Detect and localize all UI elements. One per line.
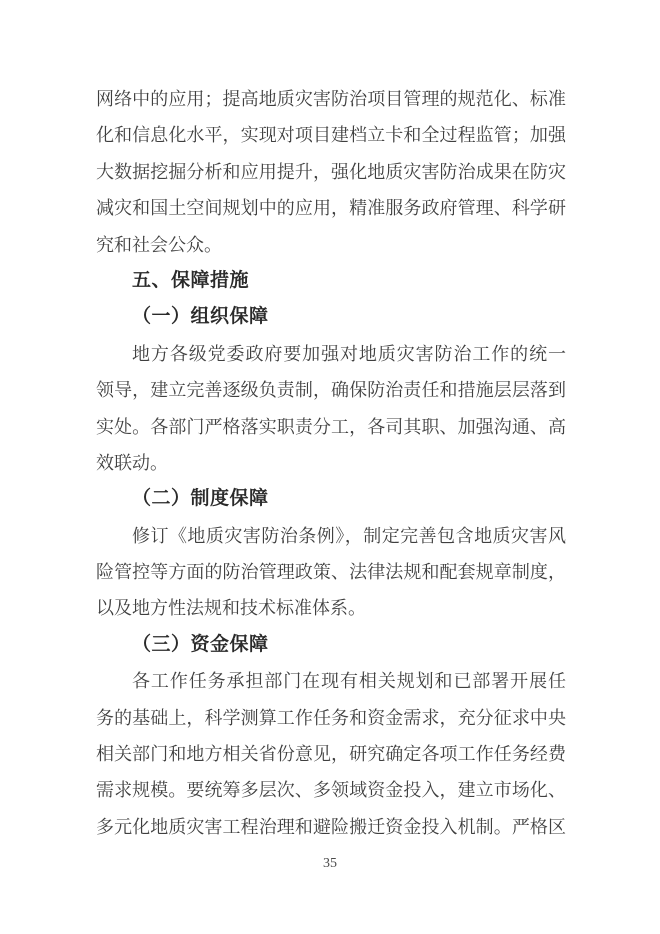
text-line: 务的基础上，科学测算工作任务和资金需求，充分征求中央 — [96, 707, 566, 728]
paragraph — [96, 518, 566, 627]
text-line: 五、保障措施 — [132, 269, 250, 291]
document-body — [96, 81, 566, 845]
text-line: （三）资金保障 — [132, 633, 269, 655]
paragraph — [96, 336, 566, 482]
text-line: （二）制度保障 — [132, 488, 269, 510]
section-heading — [96, 627, 566, 663]
section-heading — [96, 299, 566, 335]
paragraph — [96, 81, 566, 263]
text-line: 化和信息化水平，实现对项目建档立卡和全过程监管；加强 — [96, 125, 566, 146]
text-line: 需求规模。要统筹多层次、多领域资金投入，建立市场化、 — [96, 780, 566, 801]
text-line: 效联动。 — [96, 452, 168, 473]
text-line: 以及地方性法规和技术标准体系。 — [96, 598, 366, 619]
text-line: 相关部门和地方相关省份意见，研究确定各项工作任务经费 — [96, 744, 566, 765]
page-number: 35 — [323, 856, 337, 871]
section-heading — [96, 481, 566, 517]
text-line: 领导，建立完善逐级负责制，确保防治责任和措施层层落到 — [96, 380, 566, 401]
text-line: 实处。各部门严格落实职责分工，各司其职、加强沟通、高 — [96, 416, 566, 437]
text-line: 大数据挖掘分析和应用提升，强化地质灾害防治成果在防灾 — [96, 161, 566, 182]
text-line: 减灾和国土空间规划中的应用，精准服务政府管理、科学研 — [96, 198, 566, 219]
text-line: （一）组织保障 — [132, 306, 269, 328]
text-line: 险管控等方面的防治管理政策、法律法规和配套规章制度， — [96, 562, 566, 583]
text-line: 各工作任务承担部门在现有相关规划和已部署开展任 — [132, 671, 566, 692]
text-line: 修订《地质灾害防治条例》，制定完善包含地质灾害风 — [132, 525, 566, 546]
text-line: 多元化地质灾害工程治理和避险搬迁资金投入机制。严格区 — [96, 816, 566, 837]
text-line: 网络中的应用；提高地质灾害防治项目管理的规范化、标准 — [96, 89, 566, 109]
section-heading — [96, 263, 566, 299]
text-line: 地方各级党委政府要加强对地质灾害防治工作的统一 — [132, 343, 566, 364]
text-line: 究和社会公众。 — [96, 234, 222, 255]
paragraph — [96, 663, 566, 845]
